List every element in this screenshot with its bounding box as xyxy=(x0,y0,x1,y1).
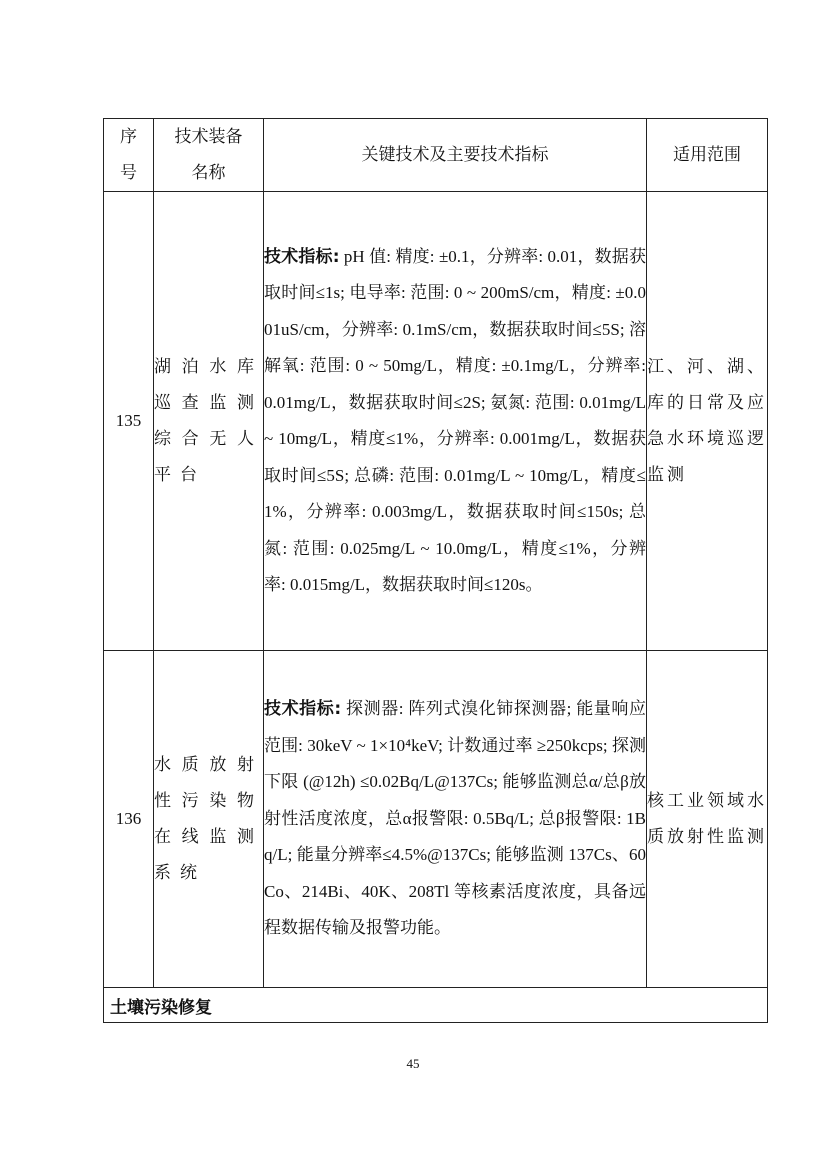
row-tech-specs xyxy=(264,651,647,988)
header-seq: 序号 xyxy=(104,119,154,192)
row-scope: 江、河、湖、库的日常及应急水环境巡逻监测 xyxy=(647,192,768,651)
table-header-row xyxy=(104,119,768,192)
tech-label: 技术指标: xyxy=(264,699,342,720)
table-row xyxy=(104,192,768,651)
table-row xyxy=(104,651,768,988)
page-number: 45 xyxy=(406,1056,420,1071)
row-equipment-name: 水质放射性污染物在线监测系统 xyxy=(154,651,264,988)
row-seq: 136 xyxy=(104,651,154,988)
tech-text: pH 值: 精度: ±0.1，分辨率: 0.01，数据获取时间≤1s; 电导率: 范围: 0 ~ 200mS/cm，精度: ±0.001uS/cm，分辨率: 0.1mS/cm，数据获取时间≤5S; 溶解氧: 范围: 0 ~ 50mg/L，精度: ±0.1mg/L，分辨率: 0.01mg/L，数据获取时间≤2S; 氨氮: 范围: 0.01mg/L ~ 10mg/L，精度≤1%，分辨率: 0.001mg/L，数据获取时间≤5S; 总磷: 范围: 0.01mg/L ~ 10mg/L，精度≤1%，分辨率: 0.003mg/L，数据获取时间≤150s; 总氮: 范围: 0.025mg/L ~ 10.0mg/L，精度≤1%，分辨率: 0.015mg/L，数据获取时间≤120s。 xyxy=(264,246,646,594)
tech-text: 探测器: 阵列式溴化铈探测器; 能量响应范围: 30keV ~ 1×10⁴keV; 计数通过率 ≥250kcps; 探测下限 (@12h) ≤0.02Bq/L@137Cs; 能够监测总α/总β放射性活度浓度，总α报警限: 0.5Bq/L; 总β报警限: 1Bq/L; 能量分辨率≤4.5%@137Cs; 能够监测 137Cs、60Co、214Bi、40K、208Tl 等核素活度浓度，具备远程数据传输及报警功能。 xyxy=(264,699,646,938)
equipment-table xyxy=(103,118,768,1023)
tech-label: 技术指标: xyxy=(264,246,340,267)
header-scope: 适用范围 xyxy=(647,119,768,192)
header-equipment-name: 技术装备名称 xyxy=(154,119,264,192)
row-equipment-name: 湖泊水库巡查监测综合无人平台 xyxy=(154,192,264,651)
row-seq: 135 xyxy=(104,192,154,651)
row-scope: 核工业领域水质放射性监测 xyxy=(647,651,768,988)
section-row xyxy=(104,988,768,1023)
header-key-tech: 关键技术及主要技术指标 xyxy=(264,119,647,192)
row-tech-specs xyxy=(264,192,647,651)
section-heading: 土壤污染修复 xyxy=(104,988,768,1023)
